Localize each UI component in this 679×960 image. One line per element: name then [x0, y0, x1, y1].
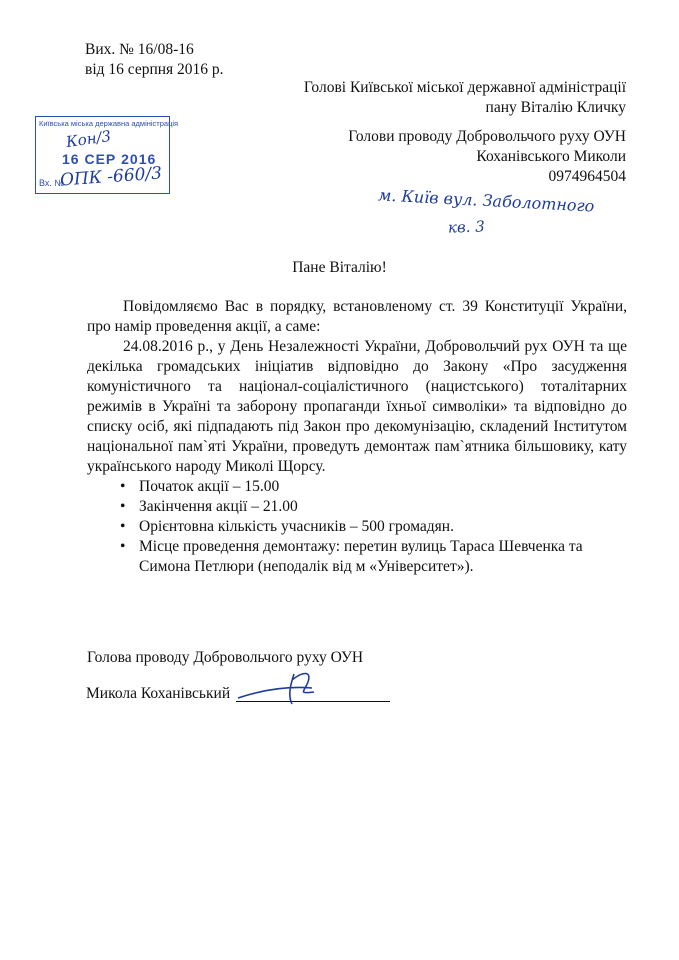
list-item — [120, 497, 600, 517]
bullet-icon: • — [120, 498, 126, 515]
list-item — [120, 477, 600, 497]
handwritten-stamp-number: ОПК -660/3 — [59, 163, 163, 191]
list-item-text: Закінчення акції – 21.00 — [139, 498, 298, 515]
recipient-line2: пану Віталію Кличку — [485, 99, 626, 116]
sender-block — [156, 127, 626, 187]
list-item-text: Місце проведення демонтажу: перетин вулиць Тараса Шевченка та Симона Петлюри (неподалік від м «Університет»). — [139, 538, 583, 575]
body-paragraph-2: 24.08.2016 р., у День Незалежності України, Добровольчий рух ОУН та ще декілька громадських ініціатив відповідно до Закону «Про засудження комуністичного та націонал-соціалістичного (нацистського) тоталітарних режимів в Україні та заборону пропаганди їхньої символіки» та відповідно до списку осіб, які підпадають під Закон про декомунізацію, складений Інститутом національної пам`яті України, проведуть демонтаж пам`ятника більшовику, кату українського народу Миколі Щорсу. — [87, 338, 627, 475]
reference-date: від 16 серпня 2016 р. — [85, 61, 224, 78]
handwritten-stamp-top: Кон/3 — [64, 126, 113, 152]
bullet-icon: • — [120, 478, 126, 495]
sender-phone: 0974964504 — [548, 168, 626, 185]
event-details-list — [120, 477, 600, 577]
recipient-block — [156, 78, 626, 118]
stamp-org: Київська міська державна адміністрація — [39, 119, 179, 128]
stamp-vx-label: Вх. № — [39, 178, 65, 188]
salutation: Пане Віталію! — [292, 259, 387, 276]
signature-title: Голова проводу Добровольчого руху ОУН — [87, 649, 364, 666]
list-item-text: Орієнтовна кількість учасників – 500 громадян. — [139, 518, 454, 535]
recipient-line1: Голові Київської міської державної адміністрації — [303, 79, 626, 96]
sender-line1: Голови проводу Добровольчого руху ОУН — [348, 128, 626, 145]
list-item — [120, 537, 600, 577]
sender-line2: Коханівського Миколи — [476, 148, 626, 165]
stamp-date: 16 СЕР 2016 — [62, 151, 157, 167]
bullet-icon: • — [120, 538, 126, 555]
handwritten-address-line2: кв. 3 — [447, 217, 486, 237]
letter-body — [87, 297, 627, 477]
body-paragraph-1: Повідомляємо Вас в порядку, встановленому ст. 39 Конституції України, про намір проведення акції, а саме: — [87, 298, 627, 335]
bullet-icon: • — [120, 518, 126, 535]
handwritten-address-line1: м. Київ вул. Заболотного — [377, 185, 595, 216]
handwritten-signature — [232, 664, 342, 710]
list-item-text: Початок акції – 15.00 — [139, 478, 280, 495]
outgoing-reference — [85, 40, 224, 80]
list-item — [120, 517, 600, 537]
signature-name: Микола Коханівський — [86, 685, 231, 702]
reference-number: Вих. № 16/08-16 — [85, 41, 194, 58]
